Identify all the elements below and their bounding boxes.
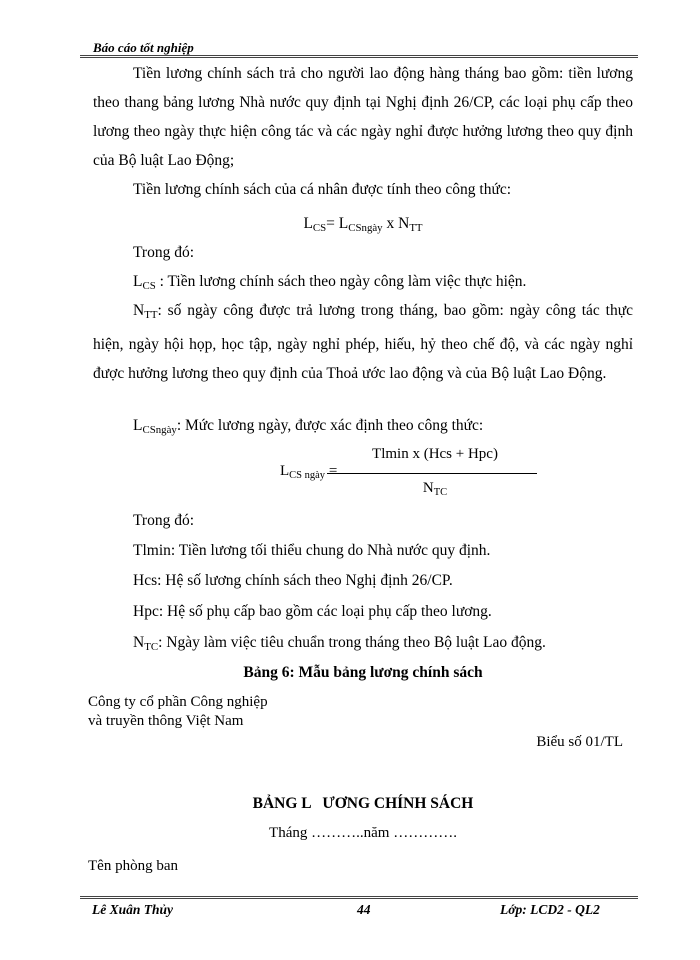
paragraph-formula-intro: Tiền lương chính sách của cá nhân được tính theo công thức: (133, 181, 512, 198)
month-line: Tháng ………..năm …………. (269, 825, 457, 841)
definition-hcs: Hcs: Hệ số lương chính sách theo Nghị định 26/CP. (133, 572, 453, 589)
definition-lcsngay: $L_{CSngày}$: Mức lương ngày, được xác định theo công thức: (133, 417, 484, 436)
company-name: Công ty cổ phần Công nghiệp và truyền thông Việt Nam (88, 694, 268, 729)
formula-lhs: $L_{CS ngày}$ = (280, 463, 338, 481)
footer-rule (80, 896, 638, 899)
where-label-1: Trong đó: (133, 244, 195, 261)
definition-hpc: Hpc: Hệ số phụ cấp bao gồm các loại phụ cấp theo lương. (133, 603, 492, 620)
definition-ntc: $N_{TC}$: Ngày làm việc tiêu chuẩn trong tháng theo Bộ luật Lao động. (133, 634, 546, 653)
table-caption: Bảng 6: Mẫu bảng lương chính sách (243, 664, 483, 681)
footer-author: Lê Xuân Thủy (92, 902, 174, 917)
definition-ntt: $N_{TT}$: số ngày công được trả lương trong tháng, bao gồm: ngày công tác thực hiện, ngày hội họp, học tập, ngày nghỉ phép, hiếu, hỷ theo chế độ, và các ngày nghỉ được hưởng lương theo quy định của Thoả ước lao động và của Bộ luật Lao Động. (93, 302, 633, 382)
fraction-bar (327, 473, 537, 474)
formula-denominator: $N_{TC}$ (422, 480, 448, 498)
header-title: Báo cáo tốt nghiệp (93, 40, 194, 55)
form-code: Biểu số 01/TL (536, 734, 623, 750)
formula-lcs: $L_{CS}= L_{CSngày}$ x $N_{TT}$ (303, 215, 423, 234)
definition-tlmin: Tlmin: Tiền lương tối thiểu chung do Nhà nước quy định. (133, 542, 491, 559)
footer-page-number: 44 (357, 902, 371, 917)
header-rule (80, 55, 638, 58)
table-title: BẢNG L ƯƠNG CHÍNH SÁCH (252, 795, 474, 812)
department-label: Tên phòng ban (88, 858, 178, 874)
footer-class: Lớp: LCD2 - QL2 (500, 902, 600, 917)
definition-lcs: $L_{CS}$ : Tiền lương chính sách theo ngày công làm việc thực hiện. (133, 273, 527, 292)
where-label-2: Trong đó: (133, 512, 195, 529)
formula-numerator: Tlmin x (Hcs + Hpc) (372, 446, 498, 462)
paragraph-salary-policy: Tiền lương chính sách trả cho người lao động hàng tháng bao gồm: tiền lương theo thang bảng lương Nhà nước quy định tại Nghị định 26/CP, các loại phụ cấp theo lương theo ngày thực hiện công tác và các ngày nghỉ được hưởng lương theo quy định của Bộ luật Lao Động; (93, 65, 633, 169)
